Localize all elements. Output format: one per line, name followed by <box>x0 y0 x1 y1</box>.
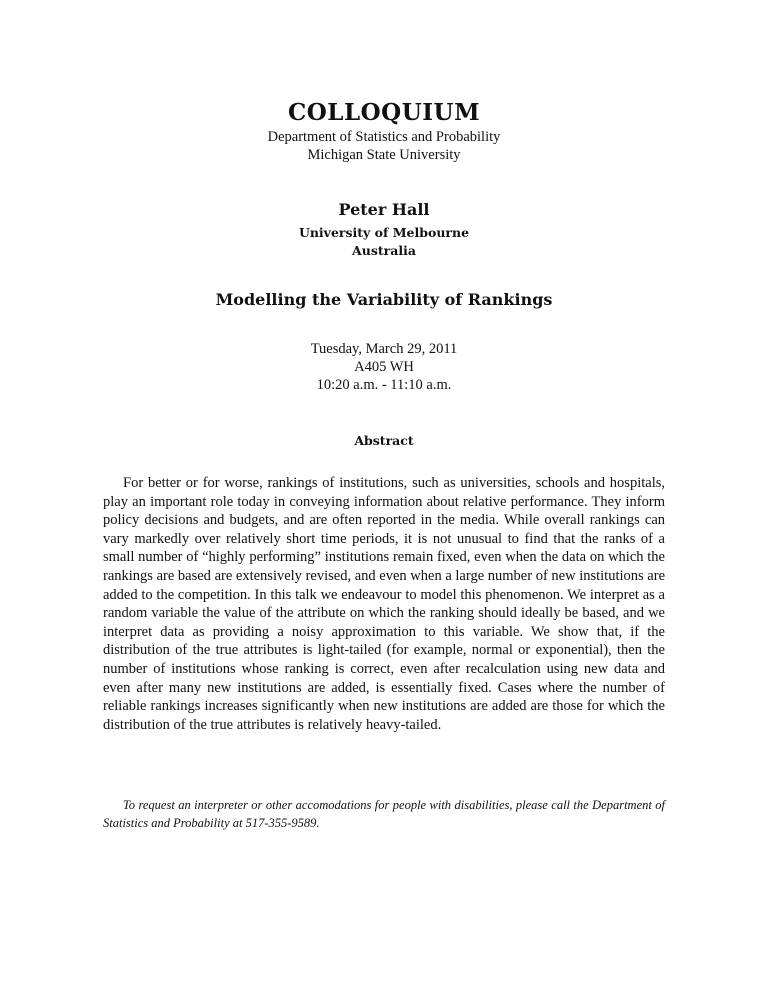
speaker-country: Australia <box>352 243 416 258</box>
talk-date: Tuesday, March 29, 2011 <box>310 341 458 357</box>
department-name: Department of Statistics and Probability <box>267 129 501 145</box>
abstract-body: For better or for worse, rankings of institutions, such as universities, schools and hospitals, play an important role today in conveying information about relative performance. They inform policy decisions and budgets, and are often reported in the media. While overall rankings can vary markedly over relatively short time periods, it is not unusual to find that the ranks of a small number of “highly performing” institutions remain fixed, even when the data on which the rankings are based are extensively revised, and even when a large number of new institutions are added to the competition. In this talk we endeavour to model this phenomenon. We interpret as a random variable the value of the attribute on which the ranking should ideally be based, and we interpret data as providing a noisy approximation to this variable. We show that, if the distribution of the true attributes is light-tailed (for example, normal or exponential), then the number of institutions whose ranking is correct, even after recalculation using new data and even after many new institutions are added, is essentially fixed. Cases where the number of reliable rankings increases significantly when new institutions are added are those for which the distribution of the true attributes is relatively heavy-tailed. <box>103 475 665 733</box>
header <box>103 98 665 164</box>
talk-time: 10:20 a.m. - 11:10 a.m. <box>316 377 452 393</box>
speaker-block <box>103 200 665 260</box>
talk-title: Modelling the Variability of Rankings <box>215 290 553 309</box>
page-title: COLLOQUIUM <box>287 99 481 126</box>
speaker-affiliation: University of Melbourne <box>298 225 470 240</box>
abstract-section <box>103 432 665 734</box>
colloquium-announcement <box>103 98 665 832</box>
talk-details <box>103 340 665 394</box>
accessibility-note: To request an interpreter or other accomodations for people with disabilities, please call the Department of Statistics and Probability at 517-355-9589. <box>103 798 665 831</box>
talk-room: A405 WH <box>354 359 414 375</box>
talk-block <box>103 290 665 394</box>
abstract-heading: Abstract <box>354 433 414 448</box>
speaker-name: Peter Hall <box>338 200 430 219</box>
university-name: Michigan State University <box>307 147 461 163</box>
